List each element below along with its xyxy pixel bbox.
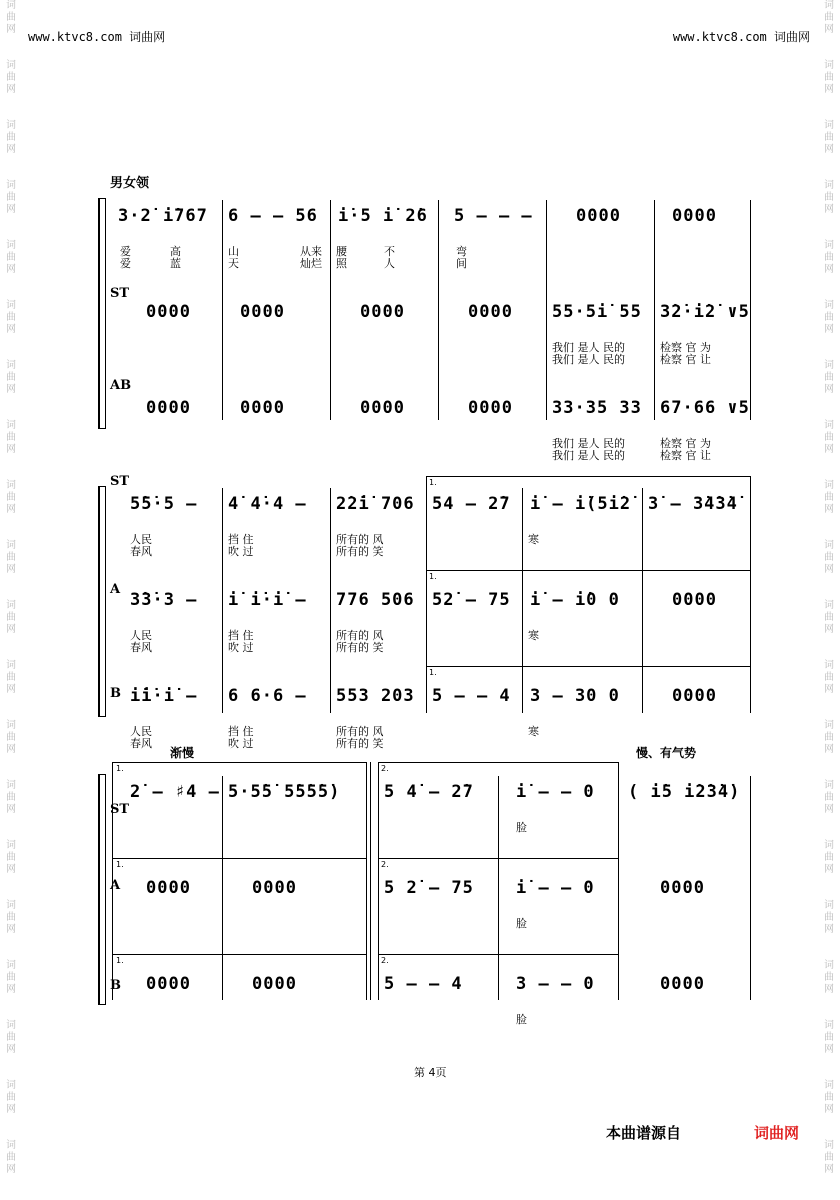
lyric: 人: [384, 257, 395, 270]
st-measure-3: 2̇2̇i̇ 706: [336, 494, 415, 514]
ab-measure-5: 33·35 33: [552, 398, 642, 418]
a-measure-6: 0000: [672, 590, 717, 610]
b-measure-1: 0000: [146, 974, 191, 994]
lead-measure-1: 3·2̇ i̇767: [118, 206, 208, 226]
st-label: ST: [110, 802, 130, 817]
b-measure-6: 0000: [672, 686, 717, 706]
ab-measure-3: 0000: [360, 398, 405, 418]
tempo-marking: 慢、有气势: [636, 746, 697, 760]
b-measure-2: 6 6·6 –: [228, 686, 307, 706]
volta-1-marker: 1.: [116, 860, 124, 869]
lyric: 检察 官 让: [660, 353, 711, 366]
b-measure-3: 5 – – 4: [384, 974, 463, 994]
ab-measure-4: 0000: [468, 398, 513, 418]
b-measure-3: 553 203: [336, 686, 415, 706]
st-measure-3: 0000: [360, 302, 405, 322]
lyric: 照: [336, 257, 347, 270]
a-measure-4: i̇ – – 0: [516, 878, 595, 898]
lyric: 寒: [528, 629, 539, 642]
system-brace: [105, 198, 106, 428]
st-measure-2: 0000: [240, 302, 285, 322]
a-measure-5: i̇ – i̇0 0: [530, 590, 620, 610]
lead-measure-3: i̇·5 i̇ 2̇6: [338, 206, 428, 226]
page-number: 第 4页: [414, 1066, 447, 1079]
source-label: 本曲谱源自: [606, 1124, 682, 1142]
lyric: 所有的 风: [336, 629, 384, 642]
lyric: 腰: [336, 245, 347, 258]
lyric: 山: [228, 245, 239, 258]
system-bracket: [98, 486, 100, 716]
volta-1-marker: 1.: [429, 572, 437, 581]
lyric: 弯: [456, 245, 467, 258]
lyric: 所有的 笑: [336, 737, 384, 750]
ab-measure-6: 67·66 ∨5: [660, 398, 750, 418]
lyric: 检察 官 为: [660, 437, 711, 450]
lyric: 我们 是人 民的: [552, 353, 625, 366]
b-measure-4: 5 – – 4: [432, 686, 511, 706]
st-measure-4: 0000: [468, 302, 513, 322]
st-label: ST: [110, 286, 130, 301]
st-measure-4: 54 – 2̇7: [432, 494, 511, 514]
a-measure-1: 0000: [146, 878, 191, 898]
lyric: 寒: [528, 725, 539, 738]
volta-1-marker: 1.: [429, 478, 437, 487]
lyric: 检察 官 让: [660, 449, 711, 462]
b-label: B: [110, 978, 121, 993]
lyric: 所有的 风: [336, 725, 384, 738]
lyric: 爱: [120, 245, 131, 258]
lyric: 春风: [130, 641, 152, 654]
b-label: B: [110, 686, 121, 701]
lyric: 挡 住: [228, 725, 254, 738]
b-measure-1: i̇i̇·i̇ –: [130, 686, 198, 706]
system-bracket: [98, 774, 100, 1004]
ab-measure-1: 0000: [146, 398, 191, 418]
volta-2-marker: 2.: [381, 860, 389, 869]
lyric: 蓝: [170, 257, 181, 270]
right-watermark: 词 曲 网 词 曲 网 词 曲 网 词 曲 网 词 曲 网 词 曲 网 词 曲 网 词 曲 网 词 曲 网 词 曲 网 词 曲 网 词 曲 网 词 曲 网 词 曲 网 词 曲 网 词 曲 网 词 曲 网 词 曲 网 词 曲 网 词 曲 网: [824, 0, 834, 1175]
lyric: 春风: [130, 545, 152, 558]
lyric: 脸: [516, 917, 527, 930]
lyric: 人民: [130, 725, 152, 738]
header-left-url[interactable]: www.ktvc8.com 词曲网: [28, 30, 166, 44]
st-measure-4: i̇ – – 0: [516, 782, 595, 802]
st-measure-3: 5 4̇ – 2̇7: [384, 782, 474, 802]
lyric: 吹 过: [228, 545, 254, 558]
lead-measure-2: 6 – – 56: [228, 206, 318, 226]
b-measure-2: 0000: [252, 974, 297, 994]
lyric: 人民: [130, 629, 152, 642]
volta-1-marker: 1.: [116, 956, 124, 965]
lyric: 挡 住: [228, 629, 254, 642]
lead-measure-6: 0000: [672, 206, 717, 226]
lead-measure-5: 0000: [576, 206, 621, 226]
st-measure-2: 4̇ 4̇·4 –: [228, 494, 307, 514]
lyric: 春风: [130, 737, 152, 750]
st-measure-1: 2̇ – ♯4 –: [130, 782, 220, 802]
system-bracket: [98, 198, 100, 428]
st-measure-5: 55·5i̇ 55: [552, 302, 642, 322]
st-measure-1: 5̇5̇·5 –: [130, 494, 198, 514]
lyric: 人民: [130, 533, 152, 546]
lyric: 吹 过: [228, 737, 254, 750]
a-measure-3: 776 506: [336, 590, 415, 610]
lyric: 爱: [120, 257, 131, 270]
lyric: 吹 过: [228, 641, 254, 654]
lyric: 脸: [516, 821, 527, 834]
a-measure-2: i̇ i̇·i̇ –: [228, 590, 307, 610]
lyric: 我们 是人 民的: [552, 341, 625, 354]
lyric: 灿烂: [300, 257, 322, 270]
ab-measure-2: 0000: [240, 398, 285, 418]
a-measure-4: 52̇ – 75: [432, 590, 511, 610]
a-label: A: [110, 582, 121, 597]
st-measure-5: i̇ – i̇(5i̇2̇: [530, 494, 632, 514]
st-measure-6: 3̇2̇·i̇2̇ ∨5: [660, 302, 750, 322]
volta-1-marker: 1.: [116, 764, 124, 773]
a-measure-1: 3̇3̇·3 –: [130, 590, 198, 610]
volta-1-marker: 1.: [429, 668, 437, 677]
st-label: ST: [110, 474, 130, 489]
volta-2-marker: 2.: [381, 764, 389, 773]
st-measure-6: 3̇ – 3̇4̇3̇4̇: [648, 494, 738, 514]
lyric: 天: [228, 257, 239, 270]
b-measure-5: 3 – 30 0: [530, 686, 620, 706]
lead-measure-4: 5 – – –: [454, 206, 533, 226]
brand-logo[interactable]: 词曲网: [754, 1124, 800, 1142]
a-label: A: [110, 878, 121, 893]
lyric: 脸: [516, 1013, 527, 1026]
lyric: 所有的 笑: [336, 641, 384, 654]
left-watermark: 词 曲 网 词 曲 网 词 曲 网 词 曲 网 词 曲 网 词 曲 网 词 曲 网 词 曲 网 词 曲 网 词 曲 网 词 曲 网 词 曲 网 词 曲 网 词 曲 网 词 曲 网 词 曲 网 词 曲 网 词 曲 网 词 曲 网 词 曲 网: [6, 0, 16, 1175]
lyric: 我们 是人 民的: [552, 449, 625, 462]
lyric: 间: [456, 257, 467, 270]
lyric: 寒: [528, 533, 539, 546]
ab-label: AB: [110, 378, 132, 393]
lyric: 所有的 风: [336, 533, 384, 546]
lyric: 从来: [300, 245, 322, 258]
st-measure-1: 0000: [146, 302, 191, 322]
lyric: 所有的 笑: [336, 545, 384, 558]
a-measure-5: 0000: [660, 878, 705, 898]
volta-2-marker: 2.: [381, 956, 389, 965]
a-measure-3: 5 2̇ – 75: [384, 878, 474, 898]
st-measure-5: ( i̇5 i̇2̇3̇4̇): [628, 782, 741, 802]
lyric: 高: [170, 245, 181, 258]
lyric: 不: [384, 245, 395, 258]
lyric: 检察 官 为: [660, 341, 711, 354]
tempo-marking: 渐慢: [170, 746, 195, 760]
b-measure-5: 0000: [660, 974, 705, 994]
lyric: 我们 是人 民的: [552, 437, 625, 450]
st-measure-2: 5·5̇5̇ 5̇5̇5̇5̇): [228, 782, 341, 802]
a-measure-2: 0000: [252, 878, 297, 898]
lead-voice-label: 男女领: [110, 176, 150, 191]
lyric: 挡 住: [228, 533, 254, 546]
b-measure-4: 3 – – 0: [516, 974, 595, 994]
header-right-url[interactable]: www.ktvc8.com 词曲网: [672, 30, 810, 44]
